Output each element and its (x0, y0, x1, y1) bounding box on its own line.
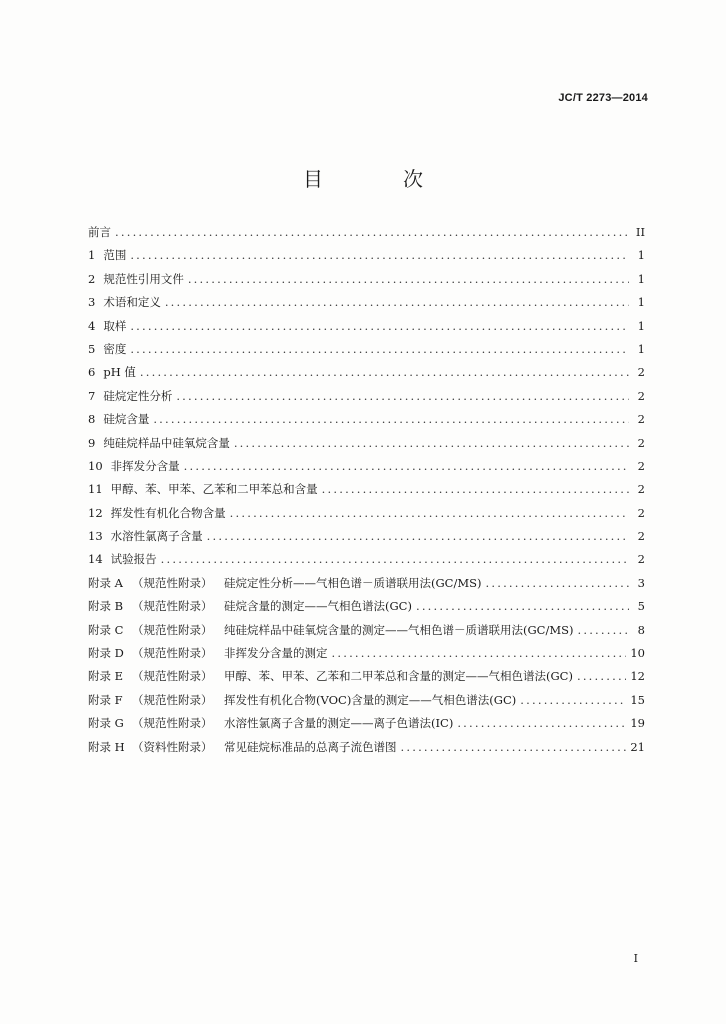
toc-leader (153, 412, 629, 426)
toc-number: 2 (88, 271, 96, 286)
appendix-text: 甲醇、苯、甲苯、乙苯和二甲苯总和含量的测定——气相色谱法(GC) (224, 669, 573, 684)
appendix-label: 附录 A (88, 575, 123, 590)
appendix-label: 附录 D (88, 646, 124, 661)
toc-text: 术语和定义 (103, 295, 161, 310)
toc-page: 2 (637, 482, 645, 497)
toc-entry[interactable] (88, 458, 645, 481)
toc-text: 挥发性有机化合物含量 (110, 505, 226, 520)
appendix-label: 附录 C (88, 622, 124, 637)
toc-page: 2 (637, 435, 645, 450)
toc-leader (520, 693, 626, 707)
toc-page: 8 (637, 622, 645, 637)
toc-number: 3 (88, 295, 96, 310)
toc-appendix-entry[interactable] (88, 715, 645, 738)
toc-text: 纯硅烷样品中硅氧烷含量 (103, 435, 230, 450)
toc-number: 7 (88, 388, 96, 403)
toc-page: 1 (637, 248, 645, 263)
toc-page: 12 (630, 669, 645, 684)
toc-page: 2 (637, 365, 645, 380)
appendix-kind: （规范性附录） (132, 692, 213, 707)
toc-appendix-entry[interactable] (88, 598, 645, 621)
toc-number: 5 (88, 341, 96, 356)
appendix-text: 非挥发分含量的测定 (224, 646, 328, 661)
appendix-text: 硅烷定性分析——气相色谱－质谱联用法(GC/MS) (224, 575, 482, 590)
toc-leader (176, 389, 629, 403)
toc-leader (188, 272, 629, 286)
toc-leader (234, 436, 629, 450)
toc-number: 9 (88, 435, 96, 450)
toc-entry[interactable] (88, 551, 645, 574)
toc-leader (207, 529, 629, 543)
toc-page: 2 (637, 388, 645, 403)
toc-page: 2 (637, 552, 645, 567)
toc-text: 水溶性氯离子含量 (110, 529, 203, 544)
toc-entry[interactable] (88, 294, 645, 317)
appendix-label: 附录 B (88, 599, 124, 614)
page-number: I (633, 952, 638, 965)
toc-number: 10 (88, 458, 103, 473)
toc-leader (486, 576, 630, 590)
toc-entry[interactable] (88, 411, 645, 434)
toc-text: 试验报告 (110, 552, 157, 567)
toc-page: 21 (630, 739, 645, 754)
toc-leader (130, 342, 629, 356)
toc-number: 14 (88, 552, 103, 567)
toc-number: 13 (88, 529, 103, 544)
toc-entry[interactable] (88, 505, 645, 528)
toc-appendix-entry[interactable] (88, 692, 645, 715)
toc-page: 10 (630, 646, 645, 661)
appendix-label: 附录 G (88, 716, 124, 731)
toc-appendix-entry[interactable] (88, 645, 645, 668)
toc-number: 12 (88, 505, 103, 520)
toc-page: II (635, 225, 645, 239)
appendix-label: 附录 F (88, 692, 123, 707)
toc-text: 密度 (103, 341, 127, 356)
appendix-label: 附录 H (88, 739, 125, 754)
toc-page: 1 (637, 318, 645, 333)
toc-text: 规范性引用文件 (103, 271, 184, 286)
toc-page: 19 (630, 716, 645, 731)
toc-page: 15 (630, 692, 645, 707)
appendix-text: 纯硅烷样品中硅氧烷含量的测定——气相色谱－质谱联用法(GC/MS) (224, 622, 574, 637)
toc-page: 5 (637, 599, 645, 614)
toc-leader (577, 669, 626, 683)
toc-entry[interactable] (88, 435, 645, 458)
toc-leader (165, 295, 629, 309)
toc-page: 1 (637, 271, 645, 286)
toc-entry[interactable] (88, 341, 645, 364)
toc-number: 1 (88, 248, 96, 263)
appendix-kind: （规范性附录） (132, 575, 213, 590)
toc-page: 2 (637, 458, 645, 473)
toc-entry[interactable] (88, 271, 645, 294)
toc-text: 取样 (103, 318, 127, 333)
toc-page: 2 (637, 529, 645, 544)
toc-entry[interactable] (88, 388, 645, 411)
appendix-kind: （规范性附录） (132, 622, 213, 637)
toc-leader (322, 482, 629, 496)
toc-appendix-entry[interactable] (88, 668, 645, 691)
toc-number: 4 (88, 318, 96, 333)
toc-entry[interactable] (88, 318, 645, 341)
toc-leader (416, 599, 629, 613)
toc-leader (457, 716, 626, 730)
toc-text: pH 值 (103, 365, 136, 380)
appendix-text: 硅烷含量的测定——气相色谱法(GC) (224, 599, 412, 614)
appendix-text: 常见硅烷标准品的总离子流色谱图 (224, 739, 397, 754)
toc-page: 1 (637, 341, 645, 356)
appendix-label: 附录 E (88, 669, 124, 684)
toc-number: 6 (88, 365, 96, 380)
page-title: 目 次 (303, 167, 453, 191)
toc-entry[interactable] (88, 364, 645, 387)
toc-leader (130, 248, 629, 262)
appendix-kind: （规范性附录） (132, 669, 213, 684)
toc-page: 1 (637, 295, 645, 310)
toc-text: 硅烷定性分析 (103, 388, 173, 403)
appendix-kind: （规范性附录） (132, 599, 213, 614)
toc-page: 2 (637, 505, 645, 520)
toc-number: 8 (88, 412, 96, 427)
toc-leader (184, 459, 629, 473)
toc-number: 11 (88, 482, 103, 497)
toc-entry[interactable] (88, 224, 645, 247)
toc-text: 硅烷含量 (103, 412, 150, 427)
toc-page: 3 (637, 575, 645, 590)
table-of-contents (88, 224, 645, 762)
toc-entry[interactable] (88, 247, 645, 270)
toc-appendix-entry[interactable] (88, 739, 645, 762)
toc-entry[interactable] (88, 528, 645, 551)
appendix-text: 水溶性氯离子含量的测定——离子色谱法(IC) (224, 716, 454, 731)
toc-text: 非挥发分含量 (110, 458, 180, 473)
toc-leader (115, 225, 629, 239)
toc-leader (130, 319, 629, 333)
standard-code: JC/T 2273—2014 (558, 92, 648, 104)
toc-leader (161, 552, 629, 566)
appendix-kind: （规范性附录） (132, 646, 213, 661)
toc-leader (140, 365, 629, 379)
toc-leader (401, 740, 627, 754)
toc-text: 范围 (103, 248, 127, 263)
toc-text: 甲醇、苯、甲苯、乙苯和二甲苯总和含量 (110, 482, 318, 497)
toc-appendix-entry[interactable] (88, 575, 645, 598)
toc-appendix-entry[interactable] (88, 622, 645, 645)
toc-page: 2 (637, 412, 645, 427)
toc-leader (230, 506, 629, 520)
toc-entry[interactable] (88, 481, 645, 504)
appendix-text: 挥发性有机化合物(VOC)含量的测定——气相色谱法(GC) (224, 692, 517, 707)
toc-leader (577, 623, 629, 637)
appendix-kind: （规范性附录） (132, 716, 213, 731)
toc-text: 前言 (88, 225, 111, 239)
appendix-kind: （资料性附录） (132, 739, 213, 754)
toc-leader (332, 646, 627, 660)
